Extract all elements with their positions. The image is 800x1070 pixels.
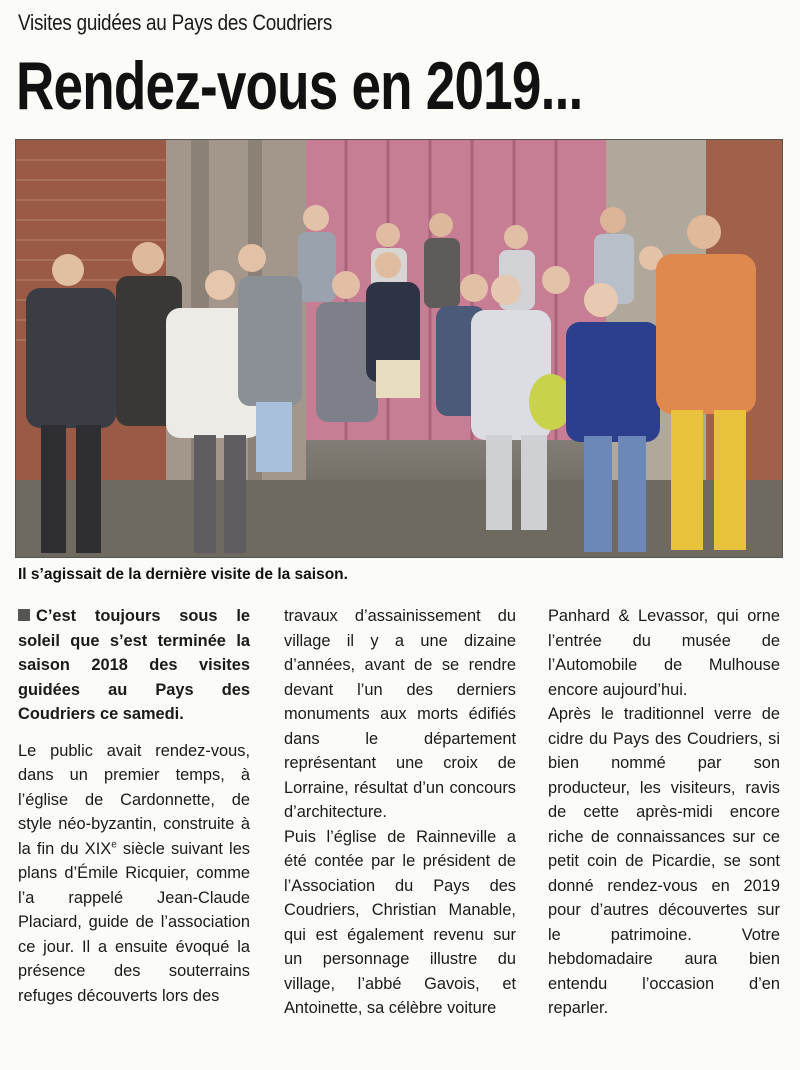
article-paragraph: Après le traditionnel verre de cidre du Pays des Coudriers, si bien nommé par son producteur, les visiteurs, ravis de cette après-midi encore riche de connaissances sur ce petit coin de Picardie, se sont donné rendez-vous en 2019 pour d’autres découvertes sur le patrimoine. Votre hebdomadaire aura bien entendu l’occasion d’en reparler. <box>548 705 780 1017</box>
article-paragraph: Puis l’église de Rainneville a été contée par le président de l’Association du Pays des Coudriers, Christian Manable, qui est également revenu sur un personnage illustre du village, l’abbé Gavois, et Antoinette, sa célèbre voiture <box>284 827 516 1017</box>
group-photo-illustration <box>16 140 782 557</box>
article-column-1 <box>18 604 250 1008</box>
group-photo <box>15 139 783 558</box>
article-lead-paragraph <box>18 604 250 727</box>
article-text: siècle suivant les plans d’Émile Ricquier, comme l’a rappelé Jean-Claude Placiard, guide de l’association ce jour. Il a ensuite évoqué la présence des souterrains refuges découverts lors des <box>18 839 250 1005</box>
article-text: Le public avait rendez-vous, dans un premier temps, à l’église de Cardonnette, de style néo-byzantin, construite à la fin du XIX <box>18 741 250 858</box>
article-paragraph: travaux d’assainissement du village il y a une dizaine d’années, avant de se rendre devant l’un des derniers monuments aux morts édifiés dans le département représentant une croix de Lorraine, résultat d’un concours d’architecture. <box>284 607 516 821</box>
article-lead-text: C’est toujours sous le soleil que s’est terminée la saison 2018 des visites guidées au Pays des Coudriers ce samedi. <box>18 607 250 723</box>
article-kicker: Visites guidées au Pays des Coudriers <box>18 10 333 35</box>
photo-caption: Il s’agissait de la dernière visite de la saison. <box>18 566 348 583</box>
superscript-text: e <box>111 839 117 851</box>
lead-square-bullet-icon <box>18 609 30 621</box>
article-column-2 <box>284 604 516 1021</box>
article-paragraph: Panhard & Levassor, qui orne l’entrée du musée de l’Automobile de Mulhouse encore aujourd’hui. <box>548 607 780 699</box>
article-column-3 <box>548 604 780 1021</box>
article-paragraph <box>18 739 250 1009</box>
article-headline: Rendez-vous en 2019... <box>16 48 583 124</box>
